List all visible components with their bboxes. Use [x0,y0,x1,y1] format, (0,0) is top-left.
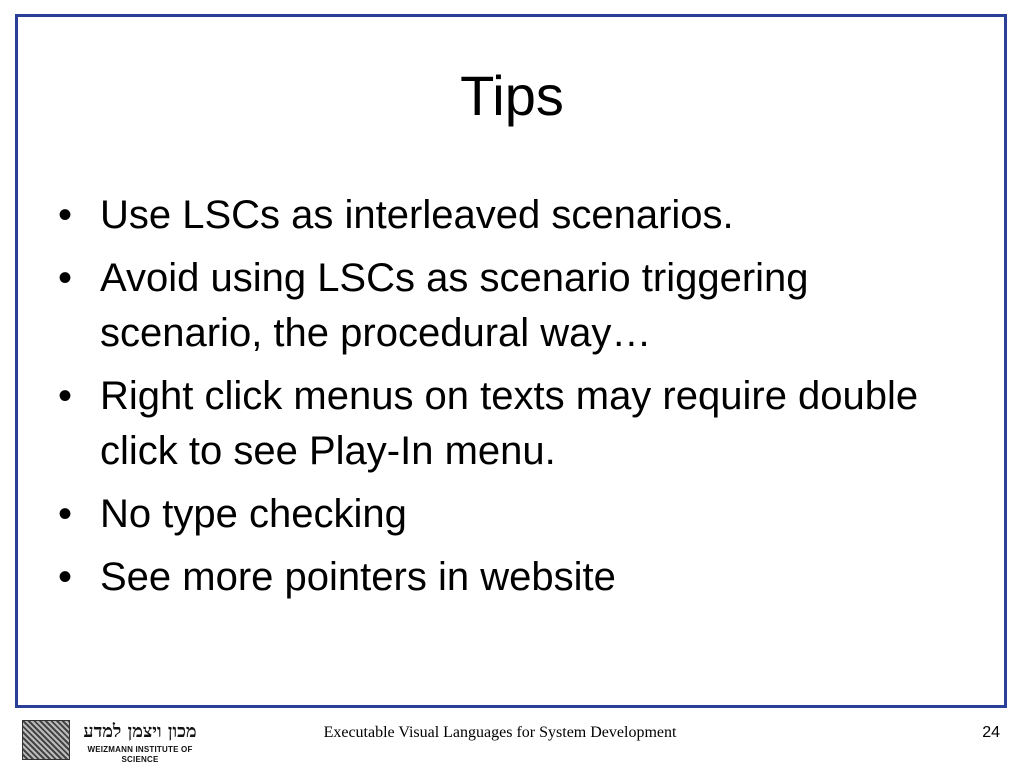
slide-footer [0,720,1024,764]
page-number: 24 [982,724,1000,741]
bullet-item: • Right click menus on texts may require double click to see Play-In menu. [58,369,958,479]
bullet-list [58,188,958,613]
bullet-item: • No type checking [58,487,958,542]
slide-title: Tips [460,64,564,127]
bullet-item: • See more pointers in website [58,550,958,605]
logo-english-text: WEIZMANN INSTITUTE OF SCIENCE [87,745,193,764]
bullet-item: • Use LSCs as interleaved scenarios. [58,188,958,243]
logo-hebrew-text: מכון ויצמן למדע [83,721,197,742]
institute-emblem-icon [22,720,70,760]
footer-title: Executable Visual Languages for System Development [323,724,677,741]
weizmann-logo [22,720,206,764]
bullet-item: • Avoid using LSCs as scenario triggering scenario, the procedural way… [58,251,958,361]
